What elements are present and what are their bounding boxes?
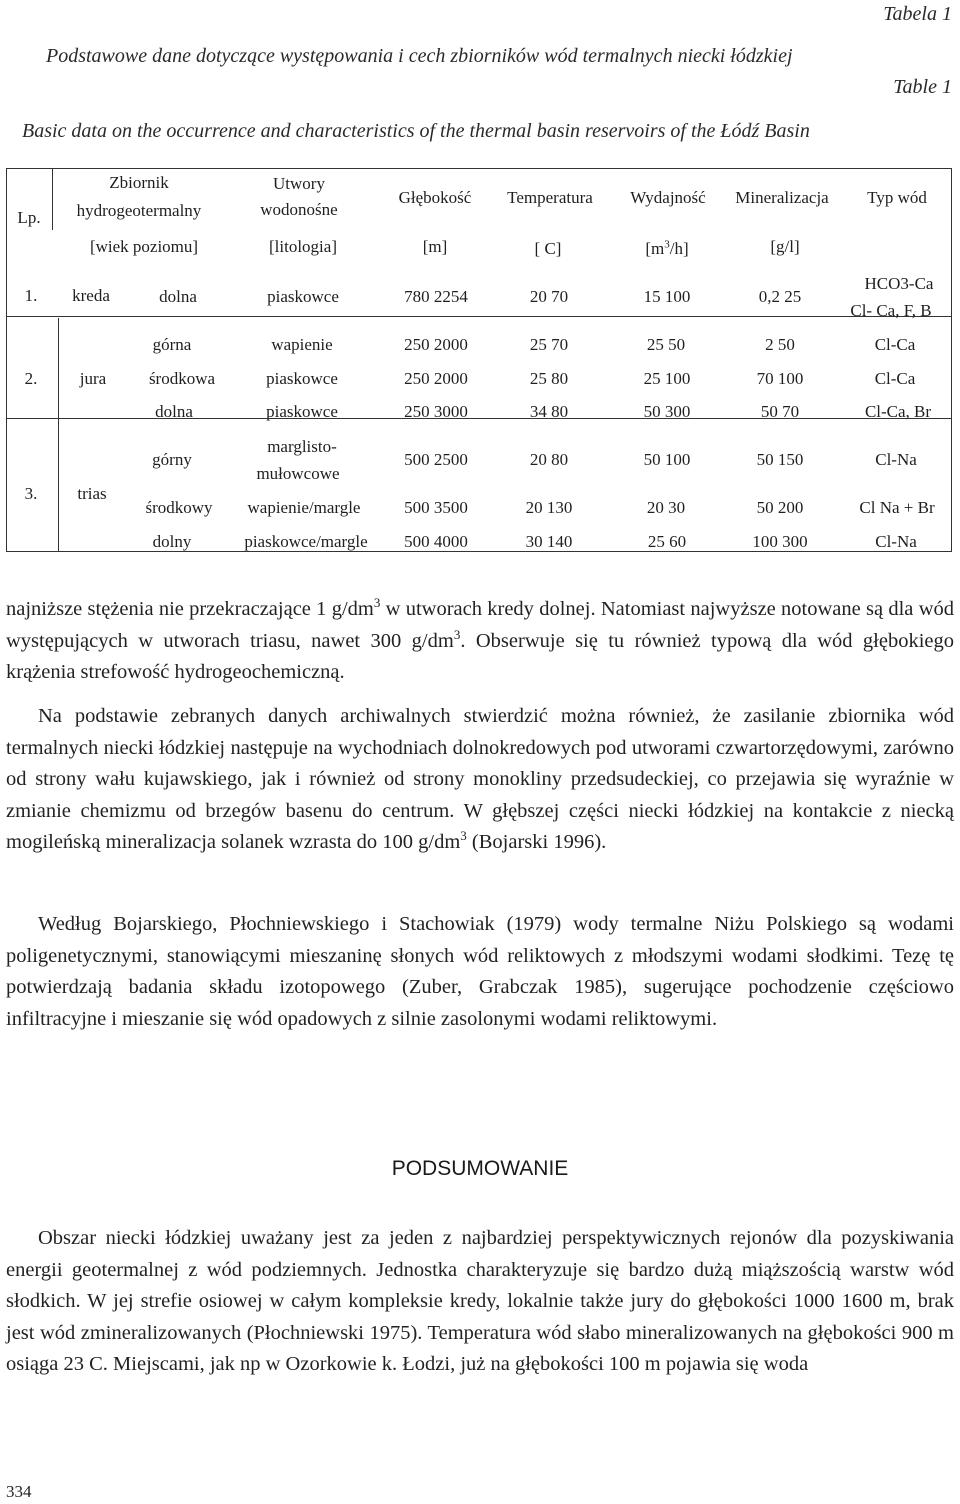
- group-name: trias: [77, 484, 107, 503]
- header-temperatura: Temperatura: [507, 188, 593, 207]
- header-glebokosc: Głębokość: [398, 188, 472, 207]
- group-number: 3.: [24, 484, 38, 503]
- table-title-pl: Podstawowe dane dotyczące występowania i cech zbiorników wód termalnych niecki łódzkiej: [46, 45, 793, 67]
- cell-temperature: 34 80: [529, 402, 569, 421]
- cell-water-type: Cl-Na: [875, 532, 917, 551]
- cell-depth: 500 3500: [404, 498, 468, 517]
- header-zbiornik-1: Zbiornik: [109, 173, 169, 192]
- cell-temperature: 25 70: [529, 335, 569, 354]
- table-vline-lp-body: [58, 318, 59, 552]
- table-border-right: [951, 168, 952, 552]
- header-utwory-1: Utwory: [273, 174, 325, 193]
- unit-yield: $[m^3/h]$: [645, 238, 689, 258]
- cell-mineralization: 50 70: [760, 402, 800, 421]
- cell-water-type: Cl-Ca, Br: [864, 402, 932, 421]
- unit-wiek: [wiek poziomu]: [89, 237, 199, 256]
- cell-depth: 500 2500: [404, 450, 468, 469]
- cell-yield: 20 30: [646, 498, 686, 517]
- cell-yield: 50 100: [643, 450, 691, 469]
- page-number: 334: [6, 1482, 32, 1501]
- table-title-en: Basic data on the occurrence and characteristics of the thermal basin reservoirs of the Łódź Basin: [22, 120, 810, 142]
- cell-temperature: 30 140: [525, 532, 573, 551]
- cell-mineralization: 70 100: [756, 369, 804, 388]
- cell-lithology-2: mułowcowe: [256, 464, 340, 483]
- paragraph-recharge: Na podstawie zebranych danych archiwalnych stwierdzić można również, że zasilanie zbiornika wód termalnych niecki łódzkiej następuje na wychodniach dolnokredowych pod utworami czwartorzędowymi, zarówno od strony wału kujawskiego, jak i również od strony monokliny przedsudeckiej, co przejawia się wyraźnie w zmianie chemizmu od brzegów basenu do centrum. W głębszej części niecki łódzkiej na kontakcie z niecką mogileńską mineralizacja solanek wzrasta do 100 $g/dm^3$ (Bojarski 1996).: [6, 705, 954, 853]
- cell-water-type: Cl-Ca: [874, 335, 916, 354]
- cell-water-type: HCO3-Ca: [864, 274, 934, 293]
- cell-sub: dolna: [155, 402, 193, 421]
- paragraph-summary: Obszar niecki łódzkiej uważany jest za jeden z najbardziej perspektywicznych rejonów dla pozyskiwania energii geotermalnej z wód podziemnych. Jednostka charakteryzuje się bardzo dużą miąższością warstw wód słodkich. W jej strefie osiowej w całym kompleksie kredy, lokalnie także jury do głębokości 1000 1600 m, brak jest wód zmineralizowanych (Płochniewski 1975). Temperatura wód słabo mineralizowanych na głębokości 900 m osiąga 23 C. Miejscami, jak np w Ozorkowie k. Łodzi, już na głębokości 100 m pojawia się woda: [6, 1227, 954, 1375]
- table-hline-jura: [6, 316, 952, 317]
- header-mineralizacja: Mineralizacja: [735, 188, 829, 207]
- cell-mineralization: 2 50: [765, 335, 795, 354]
- data-table: [6, 168, 952, 552]
- cell-lithology: wapienie/margle: [247, 498, 361, 517]
- unit-temperature: [ C]: [534, 239, 562, 258]
- header-typ-wod: Typ wód: [867, 188, 927, 207]
- paragraph-origin: Według Bojarskiego, Płochniewskiego i Stachowiak (1979) wody termalne Niżu Polskiego są wodami poligenetycznymi, stanowiącymi mieszaninę słonych wód reliktowych z młodszymi wodami słodkimi. Tezę tę potwierdzają badania składu izotopowego (Zuber, Grabczak 1985), sugerujące pochodzenie częściowo infiltracyjne i mieszanie się wód opadowych z silnie zasolonymi wodami reliktowymi.: [6, 913, 954, 1030]
- cell-depth: 250 3000: [404, 402, 468, 421]
- cell-mineralization: 0,2 25: [758, 287, 802, 306]
- table-hline-trias: [6, 418, 952, 419]
- section-heading: PODSUMOWANIE: [391, 1157, 569, 1180]
- cell-depth: 250 2000: [404, 335, 468, 354]
- table-border-top: [6, 168, 952, 169]
- table-label-en: Table 1: [893, 76, 952, 98]
- group-number: 2.: [24, 369, 38, 388]
- table-border-bottom: [6, 551, 952, 552]
- group-name: kreda: [72, 286, 110, 305]
- cell-depth: 780 2254: [404, 287, 468, 306]
- cell-sub: dolny: [152, 532, 192, 551]
- cell-water-type-2: Cl- Ca, F, B: [850, 301, 932, 320]
- cell-water-type: Cl Na + Br: [859, 498, 935, 517]
- cell-lithology: wapienie: [271, 335, 333, 354]
- cell-water-type: Cl-Na: [875, 450, 917, 469]
- cell-mineralization: 50 150: [756, 450, 804, 469]
- cell-yield: 25 60: [647, 532, 687, 551]
- header-zbiornik-2: hydrogeotermalny: [76, 201, 202, 220]
- cell-depth: 250 2000: [404, 369, 468, 388]
- cell-yield: 25 100: [643, 369, 691, 388]
- group-number: 1.: [24, 286, 38, 305]
- cell-temperature: 20 70: [529, 287, 569, 306]
- group-name: jura: [79, 369, 107, 388]
- cell-sub: dolna: [159, 287, 197, 306]
- unit-mineralization: [g/l]: [770, 237, 800, 256]
- cell-sub: górny: [152, 450, 192, 469]
- cell-mineralization: 100 300: [752, 532, 808, 551]
- paragraph-concentrations: najniższe stężenia nie przekraczające 1 $g/dm^3$ w utworach kredy dolnej. Natomiast najwyższe notowane są dla wód występujących w utworach triasu, nawet 300 $g/dm^3$. Obserwuje się tu również typową dla wód głębokiego krążenia strefowość hydrogeochemiczną.: [6, 595, 955, 683]
- cell-yield: 50 300: [643, 402, 691, 421]
- cell-water-type: Cl-Ca: [874, 369, 916, 388]
- cell-temperature: 20 130: [525, 498, 573, 517]
- cell-lithology: piaskowce: [266, 402, 338, 421]
- cell-sub: środkowy: [145, 498, 213, 517]
- header-utwory-2: wodonośne: [260, 200, 338, 219]
- unit-litologia: [litologia]: [269, 237, 337, 256]
- header-wydajnosc: Wydajność: [630, 188, 706, 207]
- table-border-left: [6, 168, 7, 552]
- cell-temperature: 20 80: [529, 450, 569, 469]
- cell-sub: środkowa: [148, 369, 216, 388]
- cell-yield: 15 100: [643, 287, 691, 306]
- table-label-pl: Tabela 1: [883, 3, 952, 25]
- cell-lithology: piaskowce: [267, 287, 339, 306]
- cell-lithology: marglisto-: [267, 437, 337, 456]
- unit-m: [m]: [422, 237, 448, 256]
- cell-lithology: piaskowce/margle: [244, 532, 368, 551]
- cell-yield: 25 50: [646, 335, 686, 354]
- table-vline-lp-header: [52, 168, 53, 230]
- header-lp: Lp.: [17, 208, 41, 227]
- cell-lithology: piaskowce: [266, 369, 338, 388]
- cell-depth: 500 4000: [404, 532, 468, 551]
- cell-sub: górna: [152, 335, 192, 354]
- cell-mineralization: 50 200: [756, 498, 804, 517]
- cell-temperature: 25 80: [529, 369, 569, 388]
